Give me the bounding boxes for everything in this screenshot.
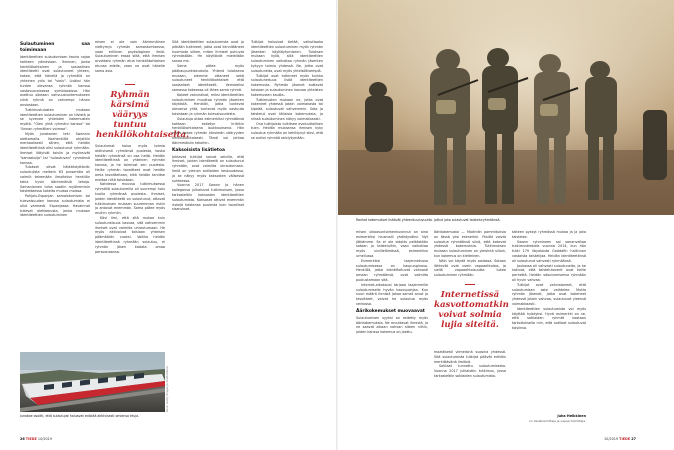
pull-quote bbox=[434, 284, 509, 344]
pull-quote-text: Ryhmän kärsimä vääryys tuntuu henkilökohtaiselta. bbox=[96, 90, 190, 141]
paragraph: Johtavat tutkijat saivat selville, että ihmiset, joiden identiteetti on sulautunut ryhmään, ovat valmiita uhrautumaan. Ilmiö on yleinen sotilaiden keskuudessa, ja se näkyy myös kaksosten välisessä suhteessa. bbox=[172, 154, 244, 183]
left-folio bbox=[20, 437, 52, 442]
paragraph: Tutkimusten mukaan ne, jotka ovat kokeneet yhdessä jotain voimakasta tai kipeää, sulautuvat vahvemmin. Sota ja taistelut ovat tällaisia kokemuksia, ja niissä sulautuminen näkyy voimakkaasti. bbox=[251, 97, 323, 121]
right-folio bbox=[604, 437, 636, 442]
soldiers-photo bbox=[338, 0, 674, 215]
paragraph: Tutkijat halusivat tietää, vaikuttaako identiteettien sulautuminen myös ryhmän jäsenten käyttäytymiseen. Tuloksen mukaan kyllä, sillä identiteettien sulautuminen vaikuttaa ryhmän jäsenten kykyyn toimia yhdessä. Ne, jotka ovat sulautuneita, ovat myös yhteisöllisempiä. bbox=[251, 40, 323, 73]
paragraph: Identiteettien sulautumisen teoria nojaa kahteen ydinasiaan. Ihminen, jonka henkilökohtainen ja sosiaalinen identiteetti ovat sulautuneet yhteen, kokee, että hänellä ja ryhmällä on yhteinen ydin tai "sielu". Lisäksi hän tuntee olevansa ryhmän kanssa vastavuoroisessa symbioosissa. Hän asettuu oikeaan vahvuustuntemukseen siinä ryhmä on vahvempi hänen ansiostaan. bbox=[20, 55, 90, 107]
paragraph: Sotilaat tunnettu sulautumisesta. Vuonna 2017 julkaistiin tutkimus, jossa tarkasteltiin sotilaiden sulautumista. bbox=[434, 364, 506, 378]
paragraph: Tutkijat ovat tutkineet myös kuinka sulautuneisuus lisää identiteettien kokemusta. Ryhmän jäsenet auttavat toisiaan ja sulautuminen kasvaa yhteisten kokemusten kautta. bbox=[251, 73, 323, 97]
paragraph: misen ei ole vain äärimmäinen viettymys ryhmän samastumisessa, vaan erillinen psykologinen ilmiö. Sulautuminen eroaa siitä, että ihmisen arvottaisi ryhmän etua henkilökohtaisen etunsa edelle, vaan ne ovat hänelle sama asia. bbox=[95, 40, 165, 73]
paragraph: Vuonna 2017 Swann ja hänen kollegansa julkaisivat tutkimuksen, jossa tarkasteltiin kaksosten identiteettien sulautumista. Kaksoset ottivat enemmän riskejä toistensa puolesta kuin tavalliset sisarukset. bbox=[172, 183, 244, 212]
photo-caption: Junakoe osoitti, että sulautujat haluavat edistää aktiivisesti omiensa etuja. bbox=[20, 414, 140, 418]
pull-quote-text: Internetissä kasvottomatkin voivat solmia lujia siteitä. bbox=[434, 290, 509, 331]
photo-credit: Kuva: Getty Images ja Shutterstock bbox=[166, 366, 169, 412]
paragraph: Tutkijat ovat vahvistaneet, että sulautumisen aste vaihtelee. Mutta ryhmän jäsenet, jotka ovat kokeneet yhdessä jotain vahvaa, sulautuvat yleensä voimakkaasti. bbox=[512, 282, 586, 306]
section-heading: Sulautuminen saa toimimaan bbox=[20, 42, 90, 53]
magazine-brand: TIEDE bbox=[25, 437, 37, 441]
section-heading: Kaksoisista lisätietoa bbox=[172, 147, 225, 153]
issue-number: 10/2019 bbox=[37, 437, 52, 441]
left-col-4 bbox=[251, 40, 323, 436]
paragraph: Kahdessa muussa tutkimuksessa ryhmällä sulautuneilla oli suurempi halu kuolla ryhmänsä puolesta. Ihmiset, joiden identiteetti on sulautunut, ottavat tutkimuksen mukaan suuremman riskin ja antavat enemmän. Sama pätee myös muihin ryhmiin. bbox=[95, 182, 165, 216]
paragraph: Identiteettien sulautumista voi myös käyttää hyödyksi. Hyvä esimerkki on se, että sotilaiden ryhmät kootaan tarkoituksella niin, että sotilaat sulautuvat toisiinsa. bbox=[512, 306, 586, 330]
left-col-3 bbox=[172, 40, 244, 362]
paragraph: Kävi ilmi, että sitä mukaa kuin sulautuneisuus kasvaa, sitä vahvemmin ihmiset ovat valmiita uhrautumaan. He myös aktivoivat toisiaan yhteisen päämäärän vuoksi. Vaikka heidän identiteettinsä ryhmään sulautuu, ei ryhmän jäsen kadota omaa persoonaansa. bbox=[95, 215, 165, 254]
right-col-2-top bbox=[434, 230, 506, 282]
soldiers-illustration bbox=[338, 0, 674, 215]
paragraph: Näin voi käydä myös sodassa. Sotaan lähtevät ovat usein vapaaehtoisia, ja siellä vapaaehtoisuutta tukee sulautuminen ryhmään. bbox=[434, 258, 506, 278]
section-heading: Äärikokemukset muovaavat bbox=[356, 308, 425, 314]
paragraph: Sulautumisen syyksi on esitetty myös äärikokemuksia. Ne muuttavat ihmistä, ja ne saavat aikaan vahvan siteen niihin, joiden kanssa kokemus on jaettu. bbox=[356, 315, 428, 335]
paragraph: Internet-aikakausi tarjoaa laajemmille sulautumiselle hyvän kasvupohjan. Kun suuri määrä ihmisiä jakaa samat arvot ja tavoitteet, voivat he sulautua myös verkossa. bbox=[356, 282, 428, 306]
right-col-2-bottom bbox=[434, 350, 506, 436]
paragraph: Sulautuja ottaa esimerkiksi ryhmäänsä kohtaan esitetyn kritiikin henkilökohtaisena loukkauksena. Hän myös kokee ryhmän kärsimän vääryyden henkilökohtaisesti. Tämä voi johtaa äärimmäisiin tekoihin. bbox=[172, 116, 244, 145]
page-number: 26 bbox=[20, 437, 25, 441]
paragraph: äärikokemusta — Madridin pommituksia on tässä yksi esimerkki. Yksilöt voivat sulautua ryhmäänsä siinä, että kokevat yhdessä kokemuksia. Tutkimuksen mukaan sulautuminen on yleisintä silloin, kun kokemus on kielteinen. bbox=[434, 230, 506, 258]
page-number: 27 bbox=[631, 437, 636, 441]
paragraph: taiteen pyssyt ryhmässä mukaa ja ja joka taistelee. bbox=[512, 230, 586, 239]
paragraph: Tulokset olivat hätkähdyttäviä: sulautujista melkein 63 prosenttia oli valmiit tekemään ilmoitetun henkilön takia hyvin äärimmäisiä tekoja. Samanlainen tulos saatiin myöhemmin toistettaessa kokeita muissa maissa. bbox=[20, 165, 90, 194]
issue-number: 10/2019 bbox=[604, 437, 619, 441]
paragraph: Tutkimustulosten mukaan identiteettien sulautuminen on tiivistä ja se syvenee yhteisten kokemusten myötä. "Olen yhtä ryhmäni kanssa" tai "Annan ryhmälleni voimaa". bbox=[20, 107, 90, 131]
paragraph: maattisesti viimeisinä vuosina yhdessä. Sitä sulautumista tutkijat pitävät erittäin merkittävänä ilmiönä. bbox=[434, 350, 506, 364]
paragraph: Sitä identiteettien sulautumista ovat jo pitkään tutkineet, jotka ovat kiinnittäneet huomiota siihen, miten ihmiset puhuvat ryhmästään. He käyttävät mielellään sanaa me. bbox=[172, 40, 244, 64]
magazine-brand: TIEDE bbox=[619, 437, 631, 441]
article-byline bbox=[512, 410, 586, 423]
paragraph: Myös junakonen teki Swannin olettamalla. Koehenkilöt ohjattiin mentaalisesti siihen, että heidän identiteettinsä olisi sulautunut ryhmään. Ihmiset liittyivät toisiin ja myönsivät "samastuija" tai "sulautuvan" ryhmänsä kanssa. bbox=[20, 131, 90, 165]
right-col-3 bbox=[512, 230, 586, 408]
paragraph: Sulautumat halua myös toimia aktiivisesti ryhmänsä puolesta, koska heidän ryhmänsä on osa heitä. Heidän identiteettinsä on yhteinen ryhmän kanssa, ja he toimivat sen puolesta. Heille ryhmän tavoitteet ovat heidän omia tavoitteitaan, eikä heidän tarvitse erottaa niitä toisistaan. bbox=[95, 144, 165, 182]
right-col-1 bbox=[356, 230, 428, 436]
quote-rule bbox=[125, 84, 135, 85]
paragraph: Sama pätee myös pääkaupunkiseudulla. Yhtenä tuloksena mukaan, olemme ottaneet sekä sulautuneet henkilökohtaiset että sosiaaliset identiteetit. Verrokeiksi samassa kokeessa oli lähes sama ryhmä. bbox=[172, 63, 244, 92]
paragraph: Pohjois-Espanjan samaistumisen tai tulevaisuuden kanssa sulautumista ei ollut varmasti. Espanjassa. Havainnot tukevat olettamusta, jonka mukaan identiteettien sulautuminen bbox=[20, 194, 90, 218]
paragraph: Joukossa oli vahvasti sulautuneita, ja he kokivat, että taistelutoverit ovat heille perhettä. Heidän sitoutumisensa ryhmään oli hyvin vahvaa. bbox=[512, 263, 586, 282]
photo-caption: Rankat kokemukset lisäävät yhteenkuuluvuutta. Jotkut joka sulautuvat taisteluryhmäänsä. bbox=[356, 218, 501, 222]
paragraph: Esimerkiksi laajennetussa sulautumisessa on kaupunginosa. Henkilöt, jotka identifioituvat vahvasti omaan ryhmäänsä, ovat valmiita puolustamaan sitä. bbox=[356, 258, 428, 282]
quote-rule bbox=[465, 284, 475, 285]
paragraph: Ona tutkijoista tulkitsee evoluutiollisen tuen. Heidän mukaansa ihmisen kyky sulautua ryhmään on kehittynyt siksi, että se auttoi ryhmää selviytymään. bbox=[251, 121, 323, 140]
train-illustration bbox=[20, 352, 165, 412]
left-col-2-bottom bbox=[95, 144, 165, 360]
paragraph: Kokeet vahvistivat, miksi identiteettien sulautuminen muuttaa ryhmän jäsenten käytöstä. Henkilöt, jotka tuntevat olevansa yhtä, tuntevat myös vastuuta toisistaan ja ryhmän tulevaisuudesta. bbox=[172, 92, 244, 116]
paragraph: Swann ryhmineen sai sananvaltaa tutkimustiedolla vuonna 2014, kun hän tutki 179 libyalaista Gaddafin hallinnon vastaista taistelijaa. Heidän identiteettinsä oli sulautunut vahvasti ryhmäänsä. bbox=[512, 239, 586, 263]
pull-quote bbox=[96, 84, 190, 141]
left-col-2-top bbox=[95, 40, 165, 84]
train-photo bbox=[20, 352, 165, 412]
author-name: Juha Heikkinen bbox=[557, 414, 586, 418]
author-role: on tiedetoimittaja ja vapaa toimittaja. bbox=[529, 419, 586, 423]
paragraph: misen ulkoasuntoimenkuvinnut on aina esimerkiksi hiusmalli yhdistyväksi. Nyt jätkämme. Se ei ole sidottu pelkästään sotaan ja taisteluihin, vaan vaikuttaa myös siviilielämässä, esimerkiksi urheilussa. bbox=[356, 230, 428, 258]
